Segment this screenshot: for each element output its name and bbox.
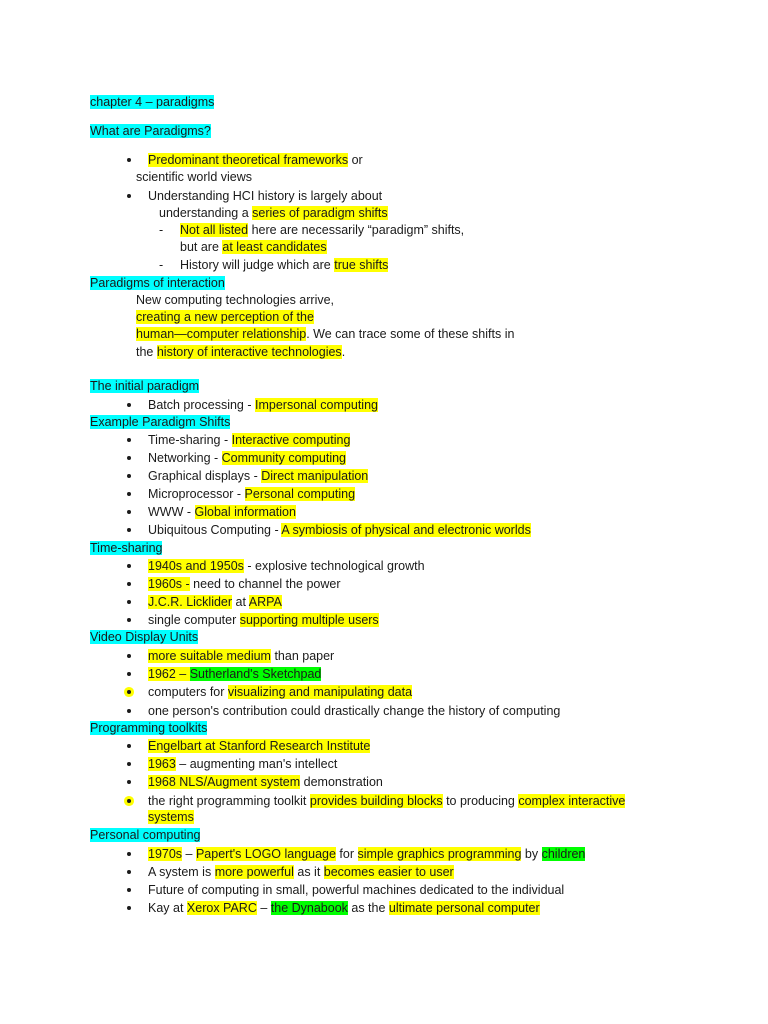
green-highlight: children <box>541 847 586 861</box>
item-text: computers for <box>148 685 228 699</box>
list-item-continuation: scientific world views <box>136 170 253 184</box>
item-text: - explosive technological growth <box>243 559 425 573</box>
item-text: A system is <box>148 865 215 879</box>
list-item <box>148 793 625 809</box>
paradigms-question-heading <box>90 123 211 139</box>
list-item <box>148 612 379 628</box>
item-text: the <box>136 345 157 359</box>
item-text: but are <box>180 240 223 254</box>
heading-text: Example Paradigm Shifts <box>90 415 231 429</box>
item-text: . <box>341 345 346 359</box>
heading-text: Programming toolkits <box>90 721 208 735</box>
item-text: – <box>182 847 196 861</box>
list-item <box>148 486 355 502</box>
personal-computing-heading <box>90 827 200 843</box>
highlight: Community computing <box>221 451 346 465</box>
highlight: more powerful <box>214 865 294 879</box>
bullet <box>127 780 131 784</box>
item-text: for <box>335 847 358 861</box>
bullet <box>127 799 131 803</box>
item-text: Batch processing - <box>148 398 255 412</box>
highlight: 1968 NLS/Augment system <box>148 775 301 789</box>
item-text: the right programming toolkit <box>148 794 310 808</box>
list-item <box>148 594 282 610</box>
bullet <box>127 852 131 856</box>
item-text: as it <box>293 865 324 879</box>
item-text: by <box>521 847 542 861</box>
paradigm-shifts-heading <box>90 414 230 430</box>
highlight: becomes easier to user <box>323 865 454 879</box>
highlight: systems <box>148 810 194 824</box>
item-text: Ubiquitous Computing - <box>148 523 282 537</box>
highlight: true shifts <box>334 258 389 272</box>
item-text: at <box>232 595 249 609</box>
highlight: Impersonal computing <box>255 398 378 412</box>
item-text: Microprocessor - <box>148 487 245 501</box>
bullet <box>127 194 131 198</box>
highlight: at least candidates <box>222 240 327 254</box>
highlight: Papert's LOGO language <box>195 847 336 861</box>
list-item <box>148 648 334 664</box>
highlight: Predominant theoretical frameworks <box>148 153 349 167</box>
bullet <box>127 564 131 568</box>
highlight: Not all listed <box>180 223 249 237</box>
bullet <box>127 403 131 407</box>
bullet <box>127 709 131 713</box>
item-text: Kay at <box>148 901 187 915</box>
highlight: Xerox PARC <box>186 901 257 915</box>
paradigms-question-text: What are Paradigms? <box>90 124 211 138</box>
highlight: series of paradigm shifts <box>252 206 388 220</box>
bullet <box>127 870 131 874</box>
highlight: – <box>175 667 190 681</box>
heading-text: The initial paradigm <box>90 379 200 393</box>
highlight: complex interactive <box>518 794 626 808</box>
item-text: understanding a <box>159 206 253 220</box>
item-text: . We can trace some of these shifts in <box>306 327 515 341</box>
highlight: human—computer relationship <box>136 327 307 341</box>
bullet <box>127 492 131 496</box>
bullet <box>127 888 131 892</box>
heading-text: Personal computing <box>90 828 201 842</box>
item-text: here are necessarily “paradigm” shifts, <box>248 223 465 237</box>
bullet <box>127 474 131 478</box>
heading-text: Video Display Units <box>90 630 199 644</box>
initial-paradigm-heading <box>90 378 199 394</box>
bullet <box>127 618 131 622</box>
heading-text: Paradigms of interaction <box>90 276 225 290</box>
paragraph-line <box>136 309 314 325</box>
bullet <box>127 456 131 460</box>
bullet <box>127 158 131 162</box>
list-item <box>148 432 350 448</box>
item-text: to producing <box>442 794 519 808</box>
sub-list-item-continuation <box>180 239 327 255</box>
list-item <box>148 450 346 466</box>
dash-marker: - <box>159 258 164 272</box>
highlight: creating a new perception of the <box>136 310 314 324</box>
toolkits-heading <box>90 720 207 736</box>
list-item <box>148 666 321 682</box>
list-item <box>148 756 337 772</box>
paragraph-line <box>136 344 345 360</box>
highlight: Personal computing <box>244 487 356 501</box>
highlight: supporting multiple users <box>239 613 379 627</box>
sub-list-item <box>180 257 388 273</box>
list-item <box>148 468 368 484</box>
list-item <box>148 558 425 574</box>
green-highlight: Sutherland's Sketchpad <box>189 667 322 681</box>
item-text: as the <box>347 901 389 915</box>
item-text: – augmenting man's intellect <box>175 757 338 771</box>
item-text: Graphical displays - <box>148 469 262 483</box>
chapter-title <box>90 94 214 110</box>
bullet <box>127 762 131 766</box>
list-item: Understanding HCI history is largely about <box>148 189 383 203</box>
list-item-continuation <box>148 809 194 825</box>
highlight: provides building blocks <box>309 794 443 808</box>
item-text: single computer <box>148 613 240 627</box>
time-sharing-heading <box>90 540 162 556</box>
vdu-heading <box>90 629 198 645</box>
list-item <box>148 846 585 862</box>
list-item <box>148 152 363 168</box>
paragraph-line: New computing technologies arrive, <box>136 293 335 307</box>
highlight: visualizing and manipulating data <box>227 685 413 699</box>
list-item <box>148 738 370 754</box>
item-text: or <box>348 153 363 167</box>
highlight: 1962 <box>148 667 176 681</box>
highlight: 1940s and 1950s <box>148 559 244 573</box>
list-item-continuation <box>159 205 388 221</box>
bullet <box>127 906 131 910</box>
highlight: 1970s <box>148 847 183 861</box>
bullet <box>127 654 131 658</box>
dash-marker: - <box>159 223 164 237</box>
highlight: Interactive computing <box>231 433 351 447</box>
highlight: J.C.R. Licklider <box>148 595 233 609</box>
highlight: 1963 <box>148 757 176 771</box>
list-item: one person's contribution could drastically change the history of computing <box>148 704 561 718</box>
highlight: A symbiosis of physical and electronic worlds <box>281 523 531 537</box>
sub-list-item <box>180 222 464 238</box>
list-item: Future of computing in small, powerful machines dedicated to the individual <box>148 883 565 897</box>
highlight: Global information <box>194 505 296 519</box>
green-highlight: the Dynabook <box>270 901 348 915</box>
highlight: ultimate personal computer <box>388 901 540 915</box>
highlight: more suitable medium <box>148 649 271 663</box>
item-text: History will judge which are <box>180 258 335 272</box>
interaction-heading <box>90 275 225 291</box>
heading-text: Time-sharing <box>90 541 163 555</box>
item-text: demonstration <box>300 775 383 789</box>
highlight: Direct manipulation <box>261 469 369 483</box>
list-item <box>148 864 454 880</box>
highlight: simple graphics programming <box>357 847 522 861</box>
item-text: Networking - <box>148 451 222 465</box>
list-item <box>148 504 296 520</box>
bullet <box>127 690 131 694</box>
list-item <box>148 684 412 700</box>
item-text: WWW - <box>148 505 195 519</box>
highlight: history of interactive technologies <box>156 345 342 359</box>
list-item <box>148 397 378 413</box>
bullet <box>127 528 131 532</box>
bullet <box>127 582 131 586</box>
item-text: Time-sharing - <box>148 433 232 447</box>
bullet <box>127 510 131 514</box>
bullet <box>127 672 131 676</box>
list-item <box>148 576 341 592</box>
bullet <box>127 438 131 442</box>
list-item <box>148 522 531 538</box>
highlight: 1960s - <box>148 577 190 591</box>
bullet <box>127 744 131 748</box>
highlight: Engelbart at Stanford Research Institute <box>148 739 371 753</box>
item-text: than paper <box>270 649 335 663</box>
paragraph-line <box>136 326 514 342</box>
item-text: – <box>256 901 271 915</box>
highlight: ARPA <box>248 595 282 609</box>
list-item <box>148 774 383 790</box>
chapter-title-text: chapter 4 – paradigms <box>90 95 215 109</box>
item-text: need to channel the power <box>189 577 341 591</box>
list-item <box>148 900 540 916</box>
bullet <box>127 600 131 604</box>
